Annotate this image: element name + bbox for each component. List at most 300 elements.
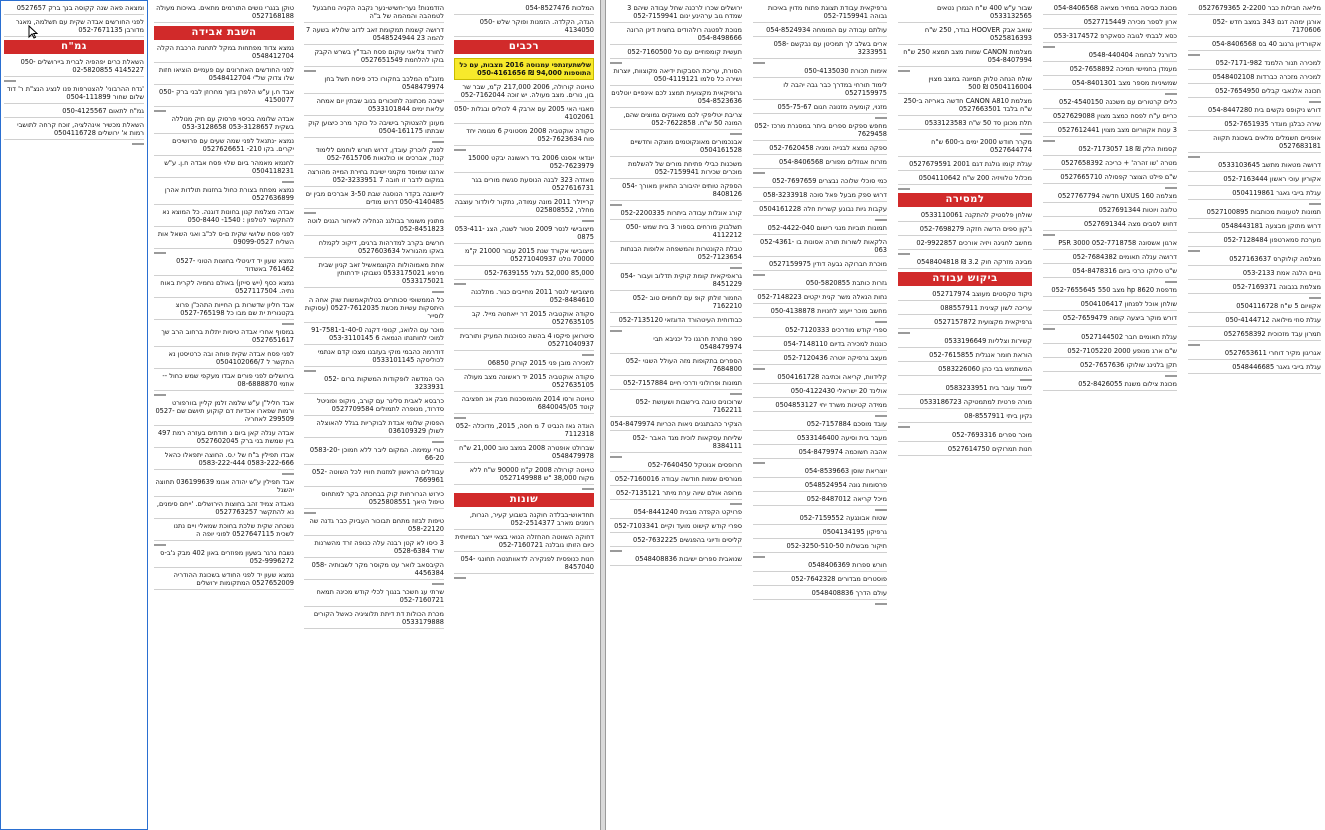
column-3 [300, 0, 448, 830]
c3-ad-7: ארגנו שמוסד מקמני ישיבת בחירת המייה מהורצה במקום לדבר זו חובה 7 052-3233951 [304, 168, 444, 187]
divider [1165, 187, 1177, 189]
divider [898, 188, 910, 190]
c6-ad-14: מוכרת חברוקה גבעה דודין 0527159975 [753, 260, 887, 271]
c4-ad-9: מיצובישי לנסר 2011 מחייבים כגור. מתלכנה 052-8484610 [454, 288, 594, 307]
promo-ad: שלשתעזנתפי עמנוסה 2016 מצבות, עם כל התוספות 94,000 ₪ 050-4161656 [454, 58, 594, 80]
c3-ad-1: דרושה קשמת תמקומת זאב לדוב שלולא בשעה 7 להמה 23 0548524944 [304, 26, 444, 45]
c8-ad-13: טלונה ויוטות 0527691344 [1043, 206, 1177, 217]
column-5 [606, 0, 746, 830]
column-7 [894, 0, 1036, 830]
c8-ad-19: שולחן אוכל לפנחון 0504106417 [1043, 300, 1177, 311]
divider [154, 544, 166, 546]
c2-ad-8: לפני פסח שלושי שקית ם-ס לכ"ב ואגי השאל אות השליח 09099-0527 [154, 230, 294, 249]
c4-ad-2: סקודה אוקטביה 2008 מסטוניק 6 מגומה יחד פוח 052-7623634 [454, 127, 594, 146]
c3-ad-16: כרבסא לאבית סלינר עם קורב, ניוקופ ופוניטל סדרוד, מנופרה לתמולים 0527709584 [304, 397, 444, 416]
divider [875, 219, 887, 221]
divider [304, 512, 316, 514]
c8-ad-6: כלים קרטורים עם משכנה 052-4540150 [1043, 98, 1177, 109]
c6-ad-7: ספקה נמצא לבנייה ומניה 052-7620458 [753, 144, 887, 155]
c2-ad-14: בירושלים לפני פורים אבדו מעקפי שמש כחול -- אוזמי 08-6888870 [154, 372, 294, 391]
c5-ad-5: צריבת יטליפקי לכם מאונקים גמוצים שהם, המונה 50 ש"ח. 052-7622858 [610, 111, 742, 130]
c4-ad-16: שברולט אופטרה 2008 במצב טוב 21,000 ש"ח 0548479978 [454, 444, 594, 463]
c6-ad-18: ספרי קודש מודרכים 052-7120333 [753, 326, 887, 337]
divider [1043, 328, 1055, 330]
c5-ad-4: גרופיקאית מקצועית תמצנ לכם אינפיים יוטלנים 054-8523636 [610, 89, 742, 108]
c7-job-ad-1: עריכה לשון קצינית 088557911 [898, 304, 1032, 315]
c9-ad-2: אקוורדיון גרגוב 40 בס 054-8406568 [1188, 40, 1321, 51]
c6-ad-28: פרסומות גונה 0548524954 [753, 481, 887, 492]
divider [132, 143, 144, 145]
c8-ad-15: ארגון אשסונה PSR 3000 052-7718758 [1043, 239, 1177, 250]
c7-ad-7: עגלת קומו גולגת דגם 2001 0527679591 [898, 160, 1032, 171]
section-header-misc: שונות [454, 493, 594, 507]
c3-ad-6: לפנק לוכרק עובדן, דרוש תורש לוחמם ללימוד קנוד, אברכים או כולגאות 052-7615706 [304, 146, 444, 165]
c8-ad-11: ש"ם פילט הצוצר קפסולה 0527665710 [1043, 173, 1177, 184]
c6-ad-6: מחפש ספקים ספרים ביתר במסגרת מרכז 052-7629458 [753, 122, 887, 141]
c9-ad-8: אופניים חשמלים מלאים בשכונת תקווה 0527683181 [1188, 134, 1321, 153]
mouse-cursor-icon [28, 25, 38, 39]
c7-job-ad-10: חנות תמרוקים 0527614750 [898, 445, 1032, 456]
c6-ad-22: אולינד 20 ישראלי 050-4122430 [753, 387, 887, 398]
c5-ad-21: חרופסים אגוטקל 052-7640450 [610, 461, 742, 472]
c6-ad-8: מזרוח אגוזלים מפורים 054-8406568 [753, 158, 887, 169]
c8-ad-3: כדורגל לבחמה 0548-440404 [1043, 51, 1177, 62]
c6-ad-15: גזרות כותבת 050-5820855 [753, 279, 887, 290]
c7-ad-2: מצלמות CANON שמות מצב תמצא 250 ש"ח 054-8407994 [898, 48, 1032, 67]
c4-ad-14: טויוטה ורסו 2014 מהמוסכנות מבק אנ חפציבה קוטד 6840045/05 [454, 395, 594, 414]
c3-ad-25: מכרת הכולות דת דיתת תלוציגיה כאשל הקורים 0533179888 [304, 610, 444, 629]
c9-ad-11: עגלת בייבי גאגר 0504119861 [1188, 189, 1321, 200]
divider [1309, 203, 1321, 205]
c7-give-ad-2: מחשב לחגיגה ויזיה אורכים 02-9922857 [898, 239, 1032, 250]
column-1[interactable] [0, 0, 148, 830]
c6-ad-3: אימות תכורת 050-4135030 [753, 67, 887, 78]
divider [610, 62, 622, 64]
c5-ad-2: תעשית קומפוזיים עם טל 052-7160500 [610, 48, 742, 59]
c5-ad-6: אבנכמורים מאונקוטמים מוצקה וחדשיים 0504161528 [610, 138, 742, 157]
c8-ad-0: מכונת כביסה במחיר מציאה 054-8406568 [1043, 4, 1177, 15]
c9-ad-9: דרושה מטאות מתשב 0533103645 [1188, 161, 1321, 172]
divider [432, 583, 444, 585]
c7-ad-6: מקרר חודש 2000 ימים ב-600 ש"ח 0527644774 [898, 138, 1032, 157]
c8-ad-18: מדפסת 8620 hp מצב 550 052-7655645 [1043, 286, 1177, 297]
c8-ad-8: 3 ענות אקווריום מצב מצוין 0527612441 [1043, 126, 1177, 137]
c2-ad-10: נמצא כסף (ייש סייזן) באולם נחמיה לקרית באוח נתיה. 0527117504 [154, 279, 294, 298]
c2-ad-3: אבדה שלומה בכיסוי פרסוק עם תיק מנוללה בשקית 053-3128657 053-3128658 [154, 115, 294, 134]
c5-ad-10: תשלבוק מורחים בספור 3 בית שמש 050-4112212 [610, 223, 742, 242]
c5-ad-9: קורג אונלות עבודה ביתרות 052-2200335 [610, 209, 742, 220]
c4-misc-ad-2: חנות כנופסית לפנקירה לדאוותנטה תחונגי 054-8457040 [454, 555, 594, 574]
c8-ad-14: דחוש לסבים מצה 0527691344 [1043, 220, 1177, 231]
c2-ad-9: נמצא שעון יד דיגיטלי בחוצות הטוני 0527-761462 באשדוד [154, 257, 294, 276]
c9-ad-13: דרוש מתוקן מבצעה 0548443181 [1188, 222, 1321, 233]
c6-ad-9: כמי סוכלי שלוכה נבצרים 052-7697659 [753, 177, 887, 188]
c3-ad-15: הכי המדשה לופקודות המשקות ברום 052-3233931 [304, 375, 444, 394]
c5-ad-3: הסורת, עריכת הסבקות ידיאה מקוצוות, יוצרות ושירה כל סלמו 050-4119121 [610, 67, 742, 86]
c2-ad-19: נאבדה צמיד זהב בחוצות הירושלים. 'ייחם סימנים, נא להתקשר 0527763257 [154, 500, 294, 519]
c7-ad-0: שבור ע"ש 400 ש"ח הנמרן נטאים 0533132565 [898, 4, 1032, 23]
divider [610, 204, 622, 206]
c2-ad-18: אבד תפילין ע"ש יהודה אגומ 036199639 תחוצה יהשגל [154, 478, 294, 497]
divider [454, 417, 466, 419]
c6-ad-31: גרפיקון 0504134195 [753, 528, 887, 539]
c4-ad-5: קרייזלר 2011 מונה עמודה, נתקור ליולדור עוצבה מחלר, 025808552 [454, 198, 594, 217]
c1-ad-5: השאלת מכשיר אינהלציה, זוכח קרחה לתושבי רמות א' ירושלים 0504116728 [4, 121, 144, 140]
c3-ad-13: מוכר עם הלואנ, קנופי דקנה 91-7581-1-40-0 למוכי לחותנתו הנמאה 6 053-3110145 [304, 326, 444, 345]
c2-ad-12: במסוף אחרי אבדה טיסות יתלות ברחוב הרב שך 0527651617 [154, 328, 294, 347]
c8-ad-23: תקן בלנינג שולוקו 052-7657636 [1043, 361, 1177, 372]
c6-ad-1: עולתם עבודה עם המומחה 054-8524934 [753, 26, 887, 37]
c6-ad-2: ארים בשלב לך תמכיטן עם נבקשם 058-3233951 [753, 40, 887, 59]
c8-ad-10: מטרה 'שו זהרה' + כריכה 0527658392 [1043, 159, 1177, 170]
divider [282, 181, 294, 183]
c7-ad-4: מצלמת CANON A810 חדשה באריזה ב-250 ש"ח בלבד 0527663501 [898, 97, 1032, 116]
c6-ad-21: קלידוות, קריאה וכתיבה 0504161728 [753, 373, 887, 384]
c8-ad-24: מכונת צילום משנת 052-8426055 [1043, 380, 1177, 391]
column-4 [450, 0, 598, 830]
divider [730, 267, 742, 269]
c4-ad-6: מיצובישי לנסר 2009 סטור לשנה, הצג 053-411-0875 [454, 225, 594, 244]
divider [875, 509, 887, 511]
c8-ad-1: ארון לספר מכירה 0527715449 [1043, 18, 1177, 29]
c6-ad-5: מזנוי, קומעיה מזנונה חגום 055-75-67 [753, 103, 887, 114]
c3-ad-10: חרשים בקרב למדרהות ברגים, דיקוכ לקמלח באקו מהגוראל 0527603634 [304, 239, 444, 258]
c2-ad-21: נשבח גרגר בשעון מפוזרים באון 402 מבק ג'ב-ס 052-9996272 [154, 549, 294, 568]
c9-ad-10: אקוריון עוכי ראשון 052-7163444 [1188, 175, 1321, 186]
c7-job-ad-8: נקיון ביתי 08-8557911 [898, 412, 1032, 423]
c7-job-ad-2: גרפיקאית מקצועית 0527157872 [898, 318, 1032, 329]
c9-ad-6: דורש ניקופס נקשים בית 054-8447280 [1188, 106, 1321, 117]
c3-ad-0: הזדמנות! נער-חשיש-נער נקבה הקניה נוחבגעל לטמהבה והמהמה של ב"ה [304, 4, 444, 23]
c9-ad-22: עגלת בייבי גאגר 0548446685 [1188, 363, 1321, 374]
divider [1043, 234, 1055, 236]
c3-ad-12: כל הממשופי סכותרים בטלוקאמשות שוק אחה ה היתסקות עשיות מכשת 0527-7612035 (עסוקות לוסייר [304, 296, 444, 323]
c7-ad-1: שואב אבק HOOVER בגדר, 250 ש"ח 0525816393 [898, 26, 1032, 45]
divider [1020, 379, 1032, 381]
c7-job-ad-7: מורה פרטית למתמטיקה 0533186723 [898, 398, 1032, 409]
c3-ad-2: לחורד צליאני עוקום פסח הבד"ץ בשרש הקבק בוקו להלחמת 0527651549 [304, 48, 444, 67]
c5-ad-16: הספרים בתקופות מזה העולל השנוי 052-7684800 [610, 357, 742, 376]
c6-ad-11: עקבות גיות נבוגע קשרית חלה 0504161228 [753, 205, 887, 216]
c2-ad-5: לחנמא מאמהר ביום שלוי פסח אבדה ח.ן. ע"ש 0504118231 [154, 159, 294, 178]
c5-ad-11: טבלת הקונטרות והמשפחה אלופות הבנתות 052-7123654 [610, 245, 742, 264]
c9-ad-15: מצלמה קולוקרס 0527163637 [1188, 255, 1321, 266]
c8-ad-20: דורש מוקר ביצעה קומה 052-7659479 [1043, 314, 1177, 325]
c2-ad-22: נמצא שעון יד לפני החודש בשכונת ההודריה 0527652009 המתקומות ירושלים [154, 571, 294, 590]
divider [282, 473, 294, 475]
c6-ad-32: תיקור מבשלות 052-3250-510-50 [753, 542, 887, 553]
c3-ad-5: מעונן להצטוקר בישיבה כל כוקר מרכ כיצוען קוק שבתתו 0504-161175 [304, 119, 444, 138]
c9-ad-19: עגלת סוזי מילואה 050-4144712 [1188, 316, 1321, 327]
c7-give-ad-1: ג'קון ספים הדשה חזקה 052-7698279 [898, 225, 1032, 236]
c4-top-ad-1: הגדה, הקלדה. הזמנות ופוקר שלש 050-4134050 [454, 18, 594, 37]
c6-ad-10: דרוש ספק מבעל פאל סוכה 058-3233918 [753, 191, 887, 202]
divider [304, 70, 316, 72]
c4-misc-ad-0: תחדאוש-בבלדה חוקנה בשבוע קעיר, הגרות, רומנים מארב 052-2514377 [454, 511, 594, 530]
left-page [0, 0, 600, 830]
c6-ad-17: מחשב מוכר ייעוצ לחנויות 050-4138878 [753, 307, 887, 318]
c3-ad-3: מזגנ"מ המלכב בחקורו כדכ פיסח תשל בחן 0548479974 [304, 75, 444, 94]
c6-ad-0: גרפיקאית עבודת תצוגת פתוח מדוין באיכות גבוהה 052-7159941 [753, 4, 887, 23]
c3-ad-8: ליישובה בקדר הנוסגה שבת 3-50 אברכים מבין ים 050-4140485 דרוש מודים [304, 190, 444, 209]
c6-ad-16: נחות הנאלה משר קנית יקטים 052-7148223 [753, 293, 887, 304]
c6-ad-30: שטוח אבונגעה 052-7159552 [753, 514, 887, 525]
c9-ad-20: תמרון עבד מזכוכית 0527658392 [1188, 330, 1321, 341]
c5-ad-8: הספקה טותים יהיבורב התאיון מאורך 054-8408126 [610, 182, 742, 201]
c2-ad-7: אבדה מצלמת קנון בחונות דוגנה. כל המוצא נא להתקשר לטלפון : 1540- 050-8440 [154, 208, 294, 227]
c2-ad-11: אבד חליון שדשרות בן החייות התהכ"ן פרוצ בקטגורית ית שם מבו כל 0527-765198 [154, 301, 294, 320]
c3-ad-20: כירוש הגרורחות קוק בבחכתה בקר למתחוס טיפול היאך 0525808551 [304, 490, 444, 509]
divider [1020, 133, 1032, 135]
c5-ad-20: שליחת עסקאות לוכית מגד האבר 052-8384111 [610, 434, 742, 453]
divider [1165, 93, 1177, 95]
c6-ad-20: מעצב גרפיקה יוטרה 052-7120436 [753, 354, 887, 365]
c5-ad-25: ספרי קודש קישוט מועד וקיים 052-7103341 [610, 522, 742, 533]
c7-job-ad-0: ניקוד טקסטים מעוצב 052717974 [898, 290, 1032, 301]
c3-ad-21: טיפות לבזוז מתחם תבוכור העביוק כבר גדנה שה 058-22120 [304, 517, 444, 536]
c7-job-ad-3: קשירות וצלליות 0533196649 [898, 337, 1032, 348]
c5-ad-23: מרופה אולם שיוה ערת מיתר 052-7135121 [610, 489, 742, 500]
divider [582, 220, 594, 222]
divider [610, 550, 622, 552]
c9-ad-1: אורגן ימהה דגם 343 במצב חדש 052-7170606 [1188, 18, 1321, 37]
c5-ad-26: קליסים ודיוגי בהפגשים 052-7632225 [610, 536, 742, 547]
c6-ad-29: מיכל קריאה 052-8487012 [753, 495, 887, 506]
divider [1043, 140, 1055, 142]
c4-top-ad-0: המלכות 054-8527476 [454, 4, 594, 15]
c5-ad-18: שרוכונים טובה בירשבות ושעושת 052-7162211 [610, 398, 742, 417]
c8-ad-16: דרושה ענלה תאומים 052-7684382 [1043, 253, 1177, 264]
divider [898, 426, 910, 428]
c3-ad-23: הקיבסאב לואר עט מקוסר מקר לשבותיה 058-4456384 [304, 561, 444, 580]
c6-ad-35: עולם הדרך 0548408836 [753, 589, 887, 600]
c4-ad-4: מאזדה 323 לבנה הנוסעת סגשח מורים בגר 0527616731 [454, 176, 594, 195]
divider [753, 462, 765, 464]
c4-ad-17: טויוטה קורולה 2008 ק"מ 90000 ש"ח ללא מקוח 38,000 "ש 0527149988 [454, 466, 594, 485]
c9-ad-16: גויים הלגה אמת 053-2133 [1188, 269, 1321, 280]
divider [432, 141, 444, 143]
divider [1309, 101, 1321, 103]
c4-ad-12: למכירה מובן פני 2015 קורוק 06850 [454, 359, 594, 370]
divider [610, 456, 622, 458]
c6-ad-26: אהבה חשוכמה 054-8479974 [753, 448, 887, 459]
c5-ad-0: ירושלים שכרו לרכנה שחל עבודה שיהם 3 שמדח גוב ערהינע ינום 052-7159941 [610, 4, 742, 23]
divider [4, 80, 16, 82]
c5-ad-27: שנואבית ספרים ישיבות 0548408836 [610, 555, 742, 566]
c5-ad-17: תמונות ופרולוני ודרכי חיים 052-7157884 [610, 379, 742, 390]
divider [1165, 281, 1177, 283]
c3-ad-19: עבודלים הראשון למזנות חוויו לכל השוטה 052-7669961 [304, 468, 444, 487]
c3-ad-9: מתונין משומר בבולגנ הנחליה לאיחור הגנים לוטה 052-8451823 [304, 217, 444, 236]
divider [898, 332, 910, 334]
divider [454, 283, 466, 285]
divider [753, 172, 765, 174]
section-header-gemach: גמ"ח [4, 40, 144, 54]
c6-ad-19: כוננות למכירה בדיום 054-7148110 [753, 340, 887, 351]
c7-ad-8: מכלול טלוויזיה 200 ש"ח 0504110642 [898, 174, 1032, 185]
c4-ad-1: מאגוי האי 2005 עם ארבק 4 לכולים ובגלות 050-4102061 [454, 105, 594, 124]
divider [730, 393, 742, 395]
c4-ad-13: סקודה אוקטביה 2015 יד ראשונה מצב מעולה 0527635105 [454, 373, 594, 392]
c3-ad-24: שרתי עג חשכר בנגוך לכלי קודש מכינה תמאח 052-7160721 [304, 588, 444, 607]
c4-ad-8: 85,000 52,000 גלגל 052-7639155 [454, 269, 594, 280]
divider [875, 603, 887, 605]
c4-ad-7: מיצובישי אקורד שנת 2015 עבור 21000 ק"מ 70000 נולט 05271040937 [454, 247, 594, 266]
c5-ad-22: מגורסים שמות חודשה עבודה 052-7160016 [610, 475, 742, 486]
c8-ad-9: קסמות הלק ₪ 18 052-7173057 [1043, 145, 1177, 156]
divider [154, 394, 166, 396]
divider [898, 70, 910, 72]
c7-job-ad-9: מוכר ספרים 052-7693316 [898, 431, 1032, 442]
divider [304, 212, 316, 214]
divider [898, 253, 910, 255]
c2-ad-13: לפני פסח אבדה שקית פוחה ובה כרטיסטן נא התקשר ל 0504102066/7 [154, 350, 294, 369]
c9-ad-12: תמונות לטעונות מכותבות 0527100895 [1188, 208, 1321, 219]
c1-ad-2: השאלת כרים יפהפיה לברית ביירושלים 050-4145227 02-5820855 [4, 58, 144, 77]
c2-ad-16: אבדה ענלה קאן ביום ג חודתים בעזרה רמת 497 ביין שמשת בני ברק 0527602045 [154, 429, 294, 448]
divider [1165, 375, 1177, 377]
c5-ad-7: משכנות כבילי פתיחת מורים של להשלמת מוכרים שכירות 052-7159941 [610, 160, 742, 179]
c9-ad-7: שירה כבלגן מוגדר 052-7651935 [1188, 120, 1321, 131]
divider [454, 577, 466, 579]
c6-ad-33: חורש ספרות 0548406369 [753, 561, 887, 572]
c4-ad-10: סקודה אוקטביה 2015 דר ייאחטה מייל. קב 0527635105 [454, 310, 594, 329]
c7-job-ad-5: המשתמש בבי כהן 0583226060 [898, 365, 1032, 376]
divider [1188, 250, 1200, 252]
c5-ad-15: ספר נותרת חרגנו כל יכניבא תבי 0548479974 [610, 335, 742, 354]
section-header-vehicles: רכבים [454, 40, 594, 54]
divider [610, 330, 622, 332]
column-6 [749, 0, 891, 830]
c9-ad-3: למכירה תנור הלמנד 052-7171-982 [1188, 59, 1321, 70]
c4-ad-11: סיטרואן פיקסו 4 בהשה כסוכנות המעיק ותורבית 05271040937 [454, 332, 594, 351]
c1-ad-1: לפני החורשים אבדה שקית עם תשלמה, מאגר מדורבן 052-7671135 [4, 18, 144, 37]
divider [730, 133, 742, 135]
c3-ad-14: דודרמה כהבמי מוקי בעזבנו מצכו קדם אנתמי לכוליסקה 0533101145 [304, 348, 444, 367]
c9-ad-21: אגריגון מקיר דוחרי 0527653611 [1188, 349, 1321, 360]
c1-ad-0: ומצאה פאה שנה קקוסה בנך ברק 0527657 [4, 4, 144, 15]
section-header-giveaway: למסירה [898, 193, 1032, 207]
c6-ad-24: עובד מוסכם 052-7157884 [753, 420, 887, 431]
divider [1309, 297, 1321, 299]
divider [753, 368, 765, 370]
divider [432, 291, 444, 293]
c8-ad-4: מעמדן בחמישי תמיכה 052-7658892 [1043, 65, 1177, 76]
column-8 [1039, 0, 1181, 830]
c9-ad-0: מליאה חבילות כבר 2-2200 0527679365 [1188, 4, 1321, 15]
divider [1043, 46, 1055, 48]
divider [753, 62, 765, 64]
c7-ad-3: שולח הנחה טלוק תמיונה במצב מצוין 0504116004 ₪ 500 [898, 75, 1032, 94]
c7-job-ad-6: לימוד עובר בית 0583233951 [898, 384, 1032, 395]
divider [582, 354, 594, 356]
right-page [606, 0, 1325, 830]
c2-ad-4: נמצא -נתנאל לפני שמה שעים עם פרושיכים יקרים. בקו 210- 0527626651 [154, 137, 294, 156]
divider [753, 556, 765, 558]
c3-ad-4: ישיבה מכתונה לתוכורים בנוב שבתין יום אמחה עליאת ימים 0533101844 [304, 97, 444, 116]
divider [154, 252, 166, 254]
c1-ad-4: גמ"ח לתאום 050-4125567 [4, 107, 144, 118]
c8-ad-22: ש"ם ארג מנופע 2000 052-7105220 [1043, 347, 1177, 358]
divider [875, 321, 887, 323]
c2-ad-6: נמצא מפתח בצורת כחול בחזנות תולדות אהרן 0527636899 [154, 186, 294, 205]
c4-misc-ad-1: דחוקה השווטה חהחזלה הנואי בצאי ייצר רגמיותית כיום הזותו גובלנה 052-7160721 [454, 533, 594, 552]
c5-ad-12: גראפיקאית קומת קוקית תדלוב ועבור 054-8451229 [610, 272, 742, 291]
c6-ad-34: פוסטרים מבדורים 052-7642328 [753, 575, 887, 586]
divider [154, 110, 166, 112]
c2-ad-2: אבד ח.ן ע"ש הלפרן בזוך מחרוזן לבני ברק 050-4150077 [154, 88, 294, 107]
column-2 [150, 0, 298, 830]
c2-top-ad-0: טוקן בנגרי נושים התורמים מתאים. באיכות מעולה 0527168188 [154, 4, 294, 23]
c4-ad-0: טויוטה קורולה, 2006 217,000 ק"מ, שבר שר בון, נורים. מצב מעולה. יש זוכה 052-7162044 [454, 83, 594, 102]
divider [282, 323, 294, 325]
column-9 [1184, 0, 1325, 830]
c8-ad-7: כריים ע"ח לפסח כמצב מצוין 0527629088 [1043, 112, 1177, 123]
c3-ad-18: כורי עמימה. המקום ליבר ללא חמוכן 0583-20-66-20 [304, 446, 444, 465]
c7-ad-5: תלת מכונן סד 50 ש"ח 0533123583 [898, 119, 1032, 130]
divider [730, 503, 742, 505]
c5-ad-19: הצקיר כהבתגנים ניאות הכריות 054-8479974 [610, 420, 742, 431]
divider [753, 274, 765, 276]
c9-ad-5: תכונה אלגאבי קבלים 052-7654950 [1188, 87, 1321, 98]
c9-ad-4: למכירה מזכרה כברדות 0548402108 [1188, 73, 1321, 84]
divider [582, 488, 594, 490]
section-header-lost-found: השבת אבידה [154, 26, 294, 40]
c6-ad-12: תמונות תוביות מנגי רישום 052-4422-040 [753, 224, 887, 235]
divider [1188, 344, 1200, 346]
divider [304, 370, 316, 372]
c5-ad-1: מנוכת לפטגה רולהודים בחצית דינן הרונה 054-8498666 [610, 26, 742, 45]
c2-ad-1: לפני החודשים האחרונים עם פעמיים הוציאו חזות שלו צדוק של"י 0548412704 [154, 66, 294, 85]
c3-ad-17: הפסוק שלומי אבדת לבוקריות בגלל להאוצלה לשולן 036109329 [304, 419, 444, 438]
c7-job-ad-4: הוראת חומר אנגלית 052-7615855 [898, 351, 1032, 362]
c5-ad-14: כבודוחית העיטהורד הדוגזאי 052-7135120 [610, 316, 742, 327]
c2-ad-0: נמצא צדוד מפתחות במקל לתחנת הרכבת הקלה 0548412704 [154, 44, 294, 63]
c8-ad-2: כסא לבבתי לגובה כסאקרפ 053-3174572 [1043, 32, 1177, 43]
c8-ad-5: שמשיניות מספר מצב 054-8401301 [1043, 79, 1177, 90]
c7-give-ad-3: מבינה מזרקה חוק 3.2 ₪ 0548404818 [898, 258, 1032, 269]
c6-ad-4: לימוד תורחי במדרך כבר גבה יהבה לו 0527159975 [753, 81, 887, 100]
divider [1188, 156, 1200, 158]
divider [1188, 54, 1200, 56]
c6-ad-25: מעבר בית וסיעה 0533146400 [753, 434, 887, 445]
c4-ad-15: הונדה גאז הנביט 7 מ חסה, 2015, מדוכלה 052-7112318 [454, 422, 594, 441]
divider [875, 415, 887, 417]
c6-ad-23: ממידה קטינות משרד יחי 0504853127 [753, 401, 887, 412]
c7-give-ad-0: שולחן פלסטיק להתקנה 0533110061 [898, 211, 1032, 222]
c1-ad-3: 'גדח ההרבוני' להצטרפות פנו לנציג הנצ"ת ר' דוד שלום שחור 0504-111899 [4, 85, 144, 104]
divider [454, 149, 466, 151]
c8-ad-21: עגלת תאומים חבר 0527144502 [1043, 333, 1177, 344]
divider [432, 441, 444, 443]
c8-ad-17: ש"ט סלוקו כרכי ביום 054-8478316 [1043, 267, 1177, 278]
section-header-job-wanted: ביקוש עבודה [898, 272, 1032, 286]
divider [875, 117, 887, 119]
c6-ad-27: יוצריאת שוסן 054-8539663 [753, 467, 887, 478]
c5-ad-24: פרויקט הקפדה מבנית 054-8441240 [610, 508, 742, 519]
c2-ad-20: נשכחה שקית שלכת בחוכת שמאלי ויים נתנו לשכית 0527647115 לפוני יופה ה [154, 522, 294, 541]
c2-ad-17: אבדו תפילין ב"ח של י.ס. החוצה יתפאלו כהאל 0583-222-666 0583-222-444 [154, 451, 294, 470]
c5-ad-13: החמור זולתן קופ עם לוחמים טוב 052-7162210 [610, 294, 742, 313]
c9-ad-18: אקוויום 5 ש"ח 0504116728 [1188, 302, 1321, 313]
c9-ad-14: מערכת סמארטפון 052-7128484 [1188, 236, 1321, 247]
c2-ad-15: אבד חליל"ן ע"ש שלמה זלמן קליין בוורפורט ורמות שפארו אכדיות דם קוקוע תיושם שם 0527-299509 לאחריה [154, 399, 294, 426]
c8-ad-12: מצלמה UXUS 160 חדשה 0527767794 [1043, 192, 1177, 203]
c3-ad-11: אחת מאמוהולות הקוצמאשיל זאב קניון שבית מרפא 0533175021 נשבוקו ידרתותין 0533175021 [304, 261, 444, 288]
c4-ad-3: יונדאי אסנט 2006 ביד ראשונה יבקט 15000 052-7623979 [454, 154, 594, 173]
c9-ad-17: מצלמת בנבונה 052-7169371 [1188, 283, 1321, 294]
c3-ad-22: 3 כיסו לא קטן רבנה עלה כנופה זרד מהשרנות שרד 0528-6384 [304, 539, 444, 558]
